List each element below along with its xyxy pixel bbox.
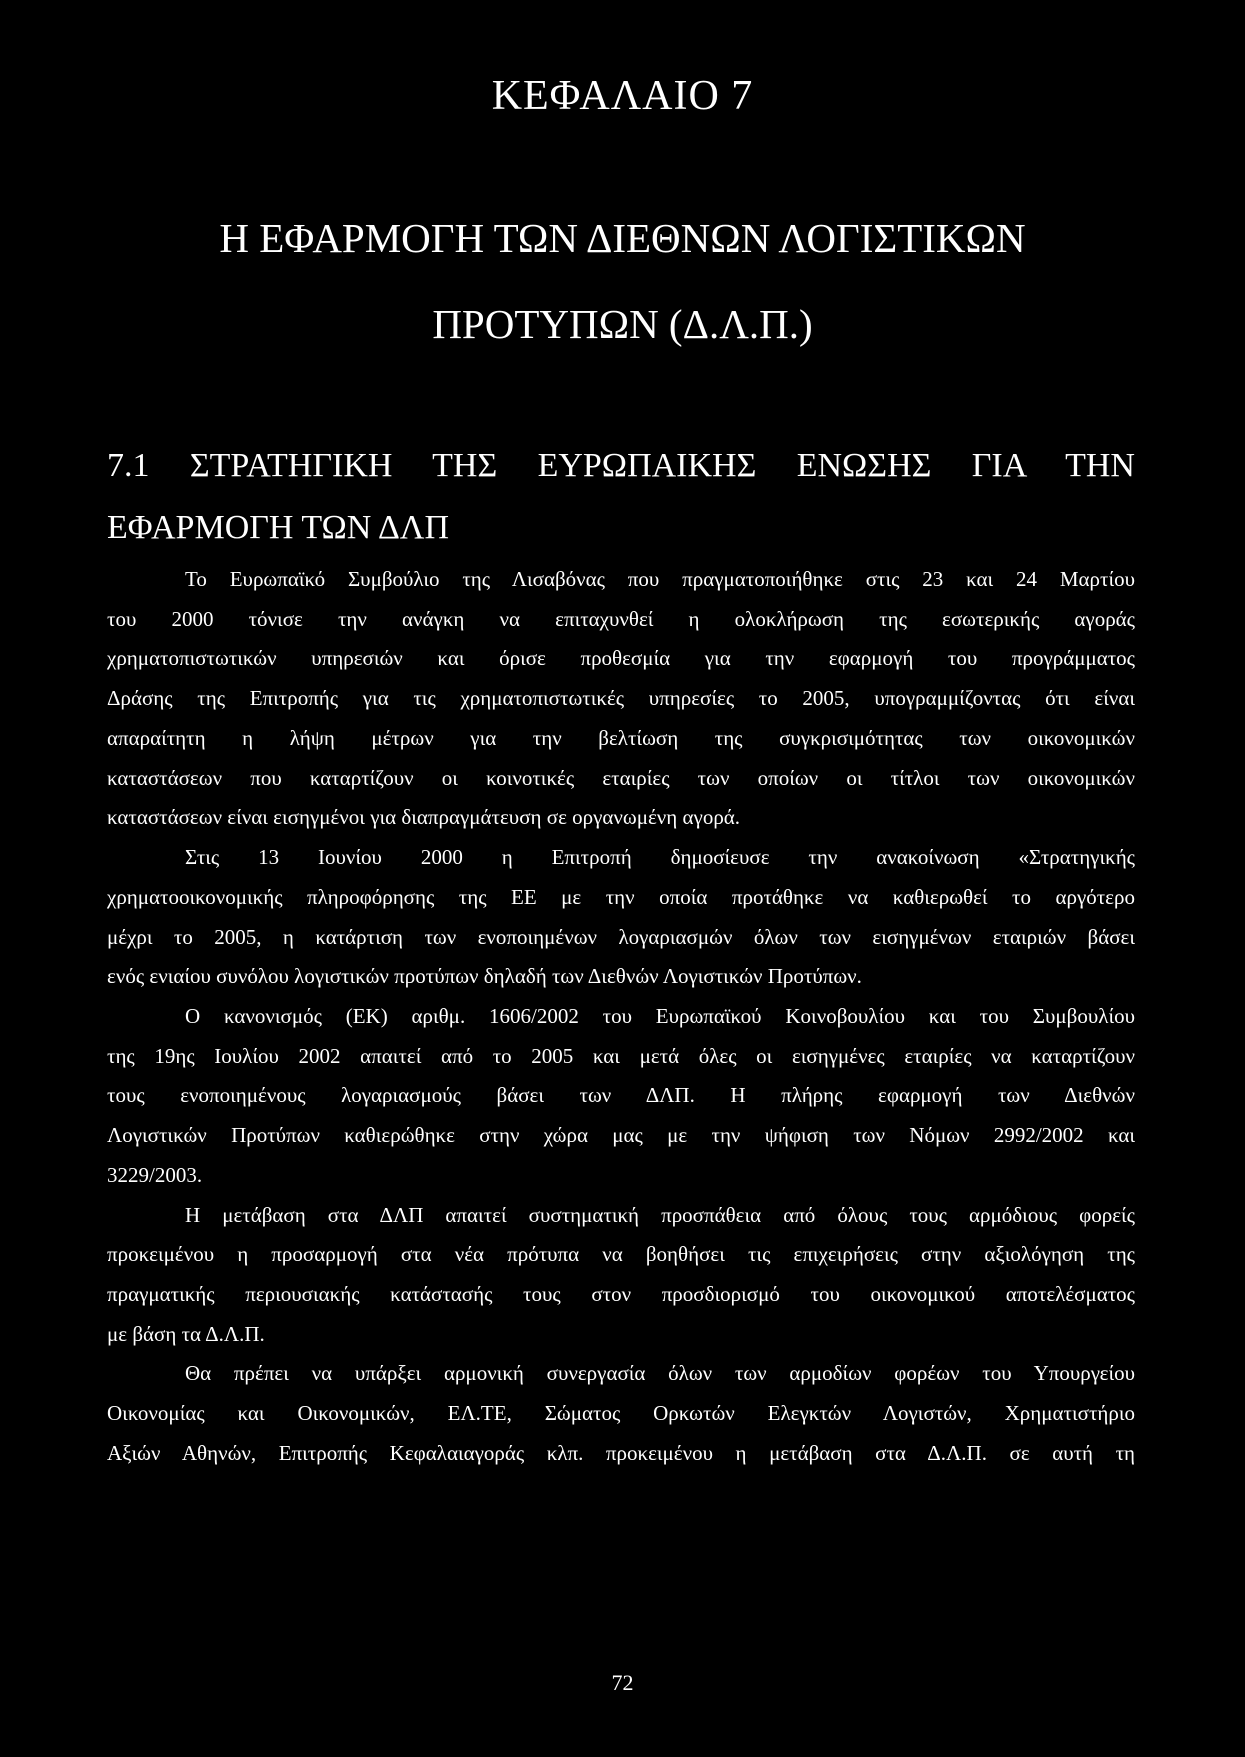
body-line: Θα πρέπει να υπάρξει αρμονική συνεργασία όλων των αρμοδίων φορέων του Υπουργείου <box>185 1361 1135 1385</box>
body-line: Το Ευρωπαϊκό Συμβούλιο της Λισαβόνας που πραγματοποιήθηκε στις 23 και 24 Μαρτίου <box>185 567 1135 591</box>
body-line: της 19ης Ιουλίου 2002 απαιτεί από το 2005 και μετά όλες οι εισηγμένες εταιρίες να καταρτίζουν <box>107 1044 1135 1068</box>
chapter-title-line-1: Η ΕΦΑΡΜΟΓΗ ΤΩΝ ΔΙΕΘΝΩΝ ΛΟΓΙΣΤΙΚΩΝ <box>219 215 1026 261</box>
body-line: Δράσης της Επιτροπής για τις χρηματοπιστωτικές υπηρεσίες το 2005, υπογραμμίζοντας ότι είναι <box>107 686 1135 710</box>
body-line: χρηματοπιστωτικών υπηρεσιών και όρισε προθεσμία για την εφαρμογή του προγράμματος <box>107 646 1135 670</box>
chapter-title-line-2: ΠΡΟΤΥΠΩΝ (Δ.Λ.Π.) <box>432 301 813 347</box>
body-line: Λογιστικών Προτύπων καθιερώθηκε στην χώρα μας με την ψήφιση των Νόμων 2992/2002 και <box>107 1123 1135 1147</box>
body-line: καταστάσεων είναι εισηγμένοι για διαπραγμάτευση σε οργανωμένη αγορά. <box>107 805 741 829</box>
body-line: Στις 13 Ιουνίου 2000 η Επιτροπή δημοσίευσε την ανακοίνωση «Στρατηγικής <box>185 845 1135 869</box>
body-line: Ο κανονισμός (ΕΚ) αριθμ. 1606/2002 του Ευρωπαϊκού Κοινοβουλίου και του Συμβουλίου <box>185 1004 1135 1028</box>
body-line: καταστάσεων που καταρτίζουν οι κοινοτικές εταιρίες των οποίων οι τίτλοι των οικονομικών <box>107 766 1135 790</box>
body-line: με βάση τα Δ.Λ.Π. <box>107 1322 265 1346</box>
body-line: χρηματοοικονομικής πληροφόρησης της ΕΕ με την οποία προτάθηκε να καθιερωθεί το αργότερο <box>107 885 1135 909</box>
body-line: του 2000 τόνισε την ανάγκη να επιταχυνθεί η ολοκλήρωση της εσωτερικής αγοράς <box>107 607 1135 631</box>
body-line: 3229/2003. <box>107 1163 203 1187</box>
body-line: Η μετάβαση στα ΔΛΠ απαιτεί συστηματική προσπάθεια από όλους τους αρμόδιους φορείς <box>185 1203 1135 1227</box>
body-line: τους ενοποιημένους λογαριασμούς βάσει των ΔΛΠ. Η πλήρης εφαρμογή των Διεθνών <box>107 1083 1135 1107</box>
body-line: ενός ενιαίου συνόλου λογιστικών προτύπων δηλαδή των Διεθνών Λογιστικών Προτύπων. <box>107 964 862 988</box>
section-heading-line-1: 7.1 ΣΤΡΑΤΗΓΙΚΗ ΤΗΣ ΕΥΡΩΠΑΙΚΗΣ ΕΝΩΣΗΣ ΓΙΑ ΤΗΝ <box>107 447 1135 484</box>
body-line: Οικονομίας και Οικονομικών, ΕΛ.ΤΕ, Σώματος Ορκωτών Ελεγκτών Λογιστών, Χρηματιστήριο <box>107 1401 1135 1425</box>
section-heading-line-2: ΕΦΑΡΜΟΓΗ ΤΩΝ ΔΛΠ <box>107 509 450 546</box>
body-line: απαραίτητη η λήψη μέτρων για την βελτίωση της συγκρισιμότητας των οικονομικών <box>107 726 1135 750</box>
body-line: Αξιών Αθηνών, Επιτροπής Κεφαλαιαγοράς κλπ. προκειμένου η μετάβαση στα Δ.Λ.Π. σε αυτή τη <box>107 1441 1135 1465</box>
chapter-heading: ΚΕΦΑΛΑΙΟ 7 <box>491 73 754 119</box>
body-line: προκειμένου η προσαρμογή στα νέα πρότυπα να βοηθήσει τις επιχειρήσεις στην αξιολόγηση της <box>107 1242 1135 1266</box>
body-line: μέχρι το 2005, η κατάρτιση των ενοποιημένων λογαριασμών όλων των εισηγμένων εταιριών βάσει <box>107 925 1135 949</box>
page-number: 72 <box>611 1670 634 1695</box>
body-line: πραγματικής περιουσιακής κατάστασής τους στον προσδιορισμό του οικονομικού αποτελέσματος <box>107 1282 1135 1306</box>
